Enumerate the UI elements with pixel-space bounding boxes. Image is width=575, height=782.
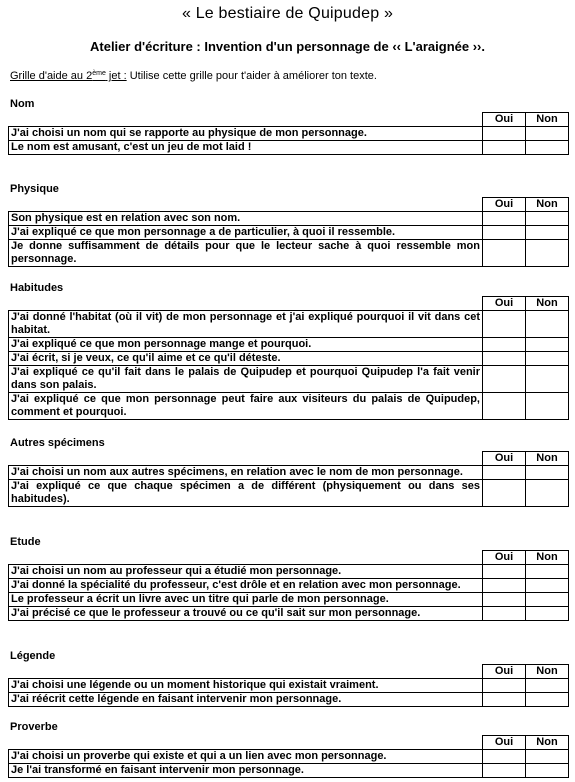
oui-header: Oui xyxy=(483,297,526,311)
section-title-proverbe: Proverbe xyxy=(10,721,58,733)
oui-checkbox[interactable] xyxy=(483,311,526,338)
section-title-nom: Nom xyxy=(10,98,35,110)
non-checkbox[interactable] xyxy=(526,607,569,621)
grille-instruction xyxy=(10,70,377,82)
criteria-text: J'ai précisé ce que le professeur a trouvé ou ce qu'il sait sur mon personnage. xyxy=(9,607,483,621)
criteria-text: J'ai donné l'habitat (où il vit) de mon personnage et j'ai expliqué pourquoi il vit dans cet habitat. xyxy=(9,311,483,338)
non-checkbox[interactable] xyxy=(526,764,569,778)
document-title: « Le bestiaire de Quipudep » xyxy=(181,5,394,22)
criteria-text: J'ai donné la spécialité du professeur, c'est drôle et en relation avec mon personnage. xyxy=(9,579,483,593)
criteria-table-legende xyxy=(8,664,569,707)
oui-checkbox[interactable] xyxy=(483,480,526,507)
criteria-row xyxy=(9,764,569,778)
criteria-text: J'ai expliqué ce qu'il fait dans le palais de Quipudep et pourquoi Quipudep l'a fait venir dans son palais. xyxy=(9,366,483,393)
criteria-row xyxy=(9,466,569,480)
criteria-text: Je l'ai transformé en faisant intervenir mon personnage. xyxy=(9,764,483,778)
criteria-row xyxy=(9,480,569,507)
non-checkbox[interactable] xyxy=(526,141,569,155)
non-checkbox[interactable] xyxy=(526,127,569,141)
criteria-text: J'ai expliqué ce que mon personnage peut faire aux visiteurs du palais de Quipudep, comment et pourquoi. xyxy=(9,393,483,420)
criteria-row xyxy=(9,240,569,267)
non-checkbox[interactable] xyxy=(526,565,569,579)
oui-checkbox[interactable] xyxy=(483,212,526,226)
criteria-row xyxy=(9,311,569,338)
oui-checkbox[interactable] xyxy=(483,338,526,352)
non-checkbox[interactable] xyxy=(526,679,569,693)
criteria-text: J'ai choisi un nom aux autres spécimens, en relation avec le nom de mon personnage. xyxy=(9,466,483,480)
oui-checkbox[interactable] xyxy=(483,366,526,393)
non-header: Non xyxy=(526,452,569,466)
grille-label-pre: Grille d'aide au 2 xyxy=(10,70,93,82)
non-header: Non xyxy=(526,551,569,565)
criteria-row xyxy=(9,607,569,621)
oui-checkbox[interactable] xyxy=(483,693,526,707)
criteria-row xyxy=(9,693,569,707)
oui-checkbox[interactable] xyxy=(483,393,526,420)
non-header: Non xyxy=(526,736,569,750)
criteria-text: Je donne suffisamment de détails pour que le lecteur sache à quoi ressemble mon personnage. xyxy=(9,240,483,267)
oui-header: Oui xyxy=(483,551,526,565)
oui-checkbox[interactable] xyxy=(483,466,526,480)
criteria-text: J'ai expliqué ce que mon personnage mange et pourquoi. xyxy=(9,338,483,352)
criteria-row xyxy=(9,226,569,240)
non-checkbox[interactable] xyxy=(526,579,569,593)
criteria-row xyxy=(9,393,569,420)
non-checkbox[interactable] xyxy=(526,466,569,480)
criteria-table-autres-specimens xyxy=(8,451,569,507)
non-checkbox[interactable] xyxy=(526,393,569,420)
grille-label-post: jet : xyxy=(105,70,127,82)
criteria-table-habitudes xyxy=(8,296,569,420)
oui-checkbox[interactable] xyxy=(483,127,526,141)
criteria-text: J'ai expliqué ce que mon personnage a de particulier, à quoi il ressemble. xyxy=(9,226,483,240)
criteria-row xyxy=(9,750,569,764)
grille-label-sup: ème xyxy=(92,70,106,77)
criteria-text: J'ai écrit, si je veux, ce qu'il aime et ce qu'il déteste. xyxy=(9,352,483,366)
criteria-row xyxy=(9,212,569,226)
oui-checkbox[interactable] xyxy=(483,579,526,593)
oui-checkbox[interactable] xyxy=(483,607,526,621)
non-checkbox[interactable] xyxy=(526,693,569,707)
document-subtitle: Atelier d'écriture : Invention d'un personnage de ‹‹ L'araignée ››. xyxy=(90,39,485,54)
non-checkbox[interactable] xyxy=(526,750,569,764)
oui-checkbox[interactable] xyxy=(483,764,526,778)
criteria-text: Son physique est en relation avec son nom. xyxy=(9,212,483,226)
non-checkbox[interactable] xyxy=(526,240,569,267)
non-checkbox[interactable] xyxy=(526,311,569,338)
criteria-text: Le professeur a écrit un livre avec un titre qui parle de mon personnage. xyxy=(9,593,483,607)
criteria-row xyxy=(9,579,569,593)
criteria-row xyxy=(9,593,569,607)
criteria-table-proverbe xyxy=(8,735,569,778)
oui-checkbox[interactable] xyxy=(483,593,526,607)
oui-checkbox[interactable] xyxy=(483,141,526,155)
non-checkbox[interactable] xyxy=(526,480,569,507)
criteria-table-etude xyxy=(8,550,569,621)
criteria-text: J'ai choisi un proverbe qui existe et qui a un lien avec mon personnage. xyxy=(9,750,483,764)
criteria-row xyxy=(9,679,569,693)
criteria-row xyxy=(9,366,569,393)
criteria-row xyxy=(9,352,569,366)
oui-checkbox[interactable] xyxy=(483,565,526,579)
oui-header: Oui xyxy=(483,736,526,750)
non-header: Non xyxy=(526,665,569,679)
grille-instruction-text: Utilise cette grille pour t'aider à améliorer ton texte. xyxy=(126,70,377,82)
non-checkbox[interactable] xyxy=(526,338,569,352)
section-title-etude: Etude xyxy=(10,536,41,548)
criteria-text: J'ai choisi une légende ou un moment historique qui existait vraiment. xyxy=(9,679,483,693)
non-checkbox[interactable] xyxy=(526,366,569,393)
non-header: Non xyxy=(526,113,569,127)
criteria-text: J'ai réécrit cette légende en faisant intervenir mon personnage. xyxy=(9,693,483,707)
non-checkbox[interactable] xyxy=(526,593,569,607)
oui-header: Oui xyxy=(483,198,526,212)
non-header: Non xyxy=(526,297,569,311)
criteria-row xyxy=(9,141,569,155)
non-checkbox[interactable] xyxy=(526,352,569,366)
non-header: Non xyxy=(526,198,569,212)
oui-checkbox[interactable] xyxy=(483,750,526,764)
oui-checkbox[interactable] xyxy=(483,352,526,366)
criteria-table-physique xyxy=(8,197,569,267)
non-checkbox[interactable] xyxy=(526,212,569,226)
non-checkbox[interactable] xyxy=(526,226,569,240)
oui-checkbox[interactable] xyxy=(483,240,526,267)
criteria-row xyxy=(9,565,569,579)
section-title-autres-specimens: Autres spécimens xyxy=(10,437,105,449)
oui-header: Oui xyxy=(483,452,526,466)
oui-checkbox[interactable] xyxy=(483,679,526,693)
criteria-text: J'ai choisi un nom qui se rapporte au physique de mon personnage. xyxy=(9,127,483,141)
criteria-table-nom xyxy=(8,112,569,155)
grille-label xyxy=(10,70,127,82)
section-title-legende: Légende xyxy=(10,650,56,662)
criteria-text: J'ai expliqué ce que chaque spécimen a de différent (physiquement ou dans ses habitudes). xyxy=(9,480,483,507)
section-title-physique: Physique xyxy=(10,183,59,195)
criteria-row xyxy=(9,338,569,352)
criteria-row xyxy=(9,127,569,141)
criteria-text: J'ai choisi un nom au professeur qui a étudié mon personnage. xyxy=(9,565,483,579)
criteria-text: Le nom est amusant, c'est un jeu de mot laid ! xyxy=(9,141,483,155)
oui-header: Oui xyxy=(483,665,526,679)
section-title-habitudes: Habitudes xyxy=(10,282,64,294)
oui-checkbox[interactable] xyxy=(483,226,526,240)
oui-header: Oui xyxy=(483,113,526,127)
